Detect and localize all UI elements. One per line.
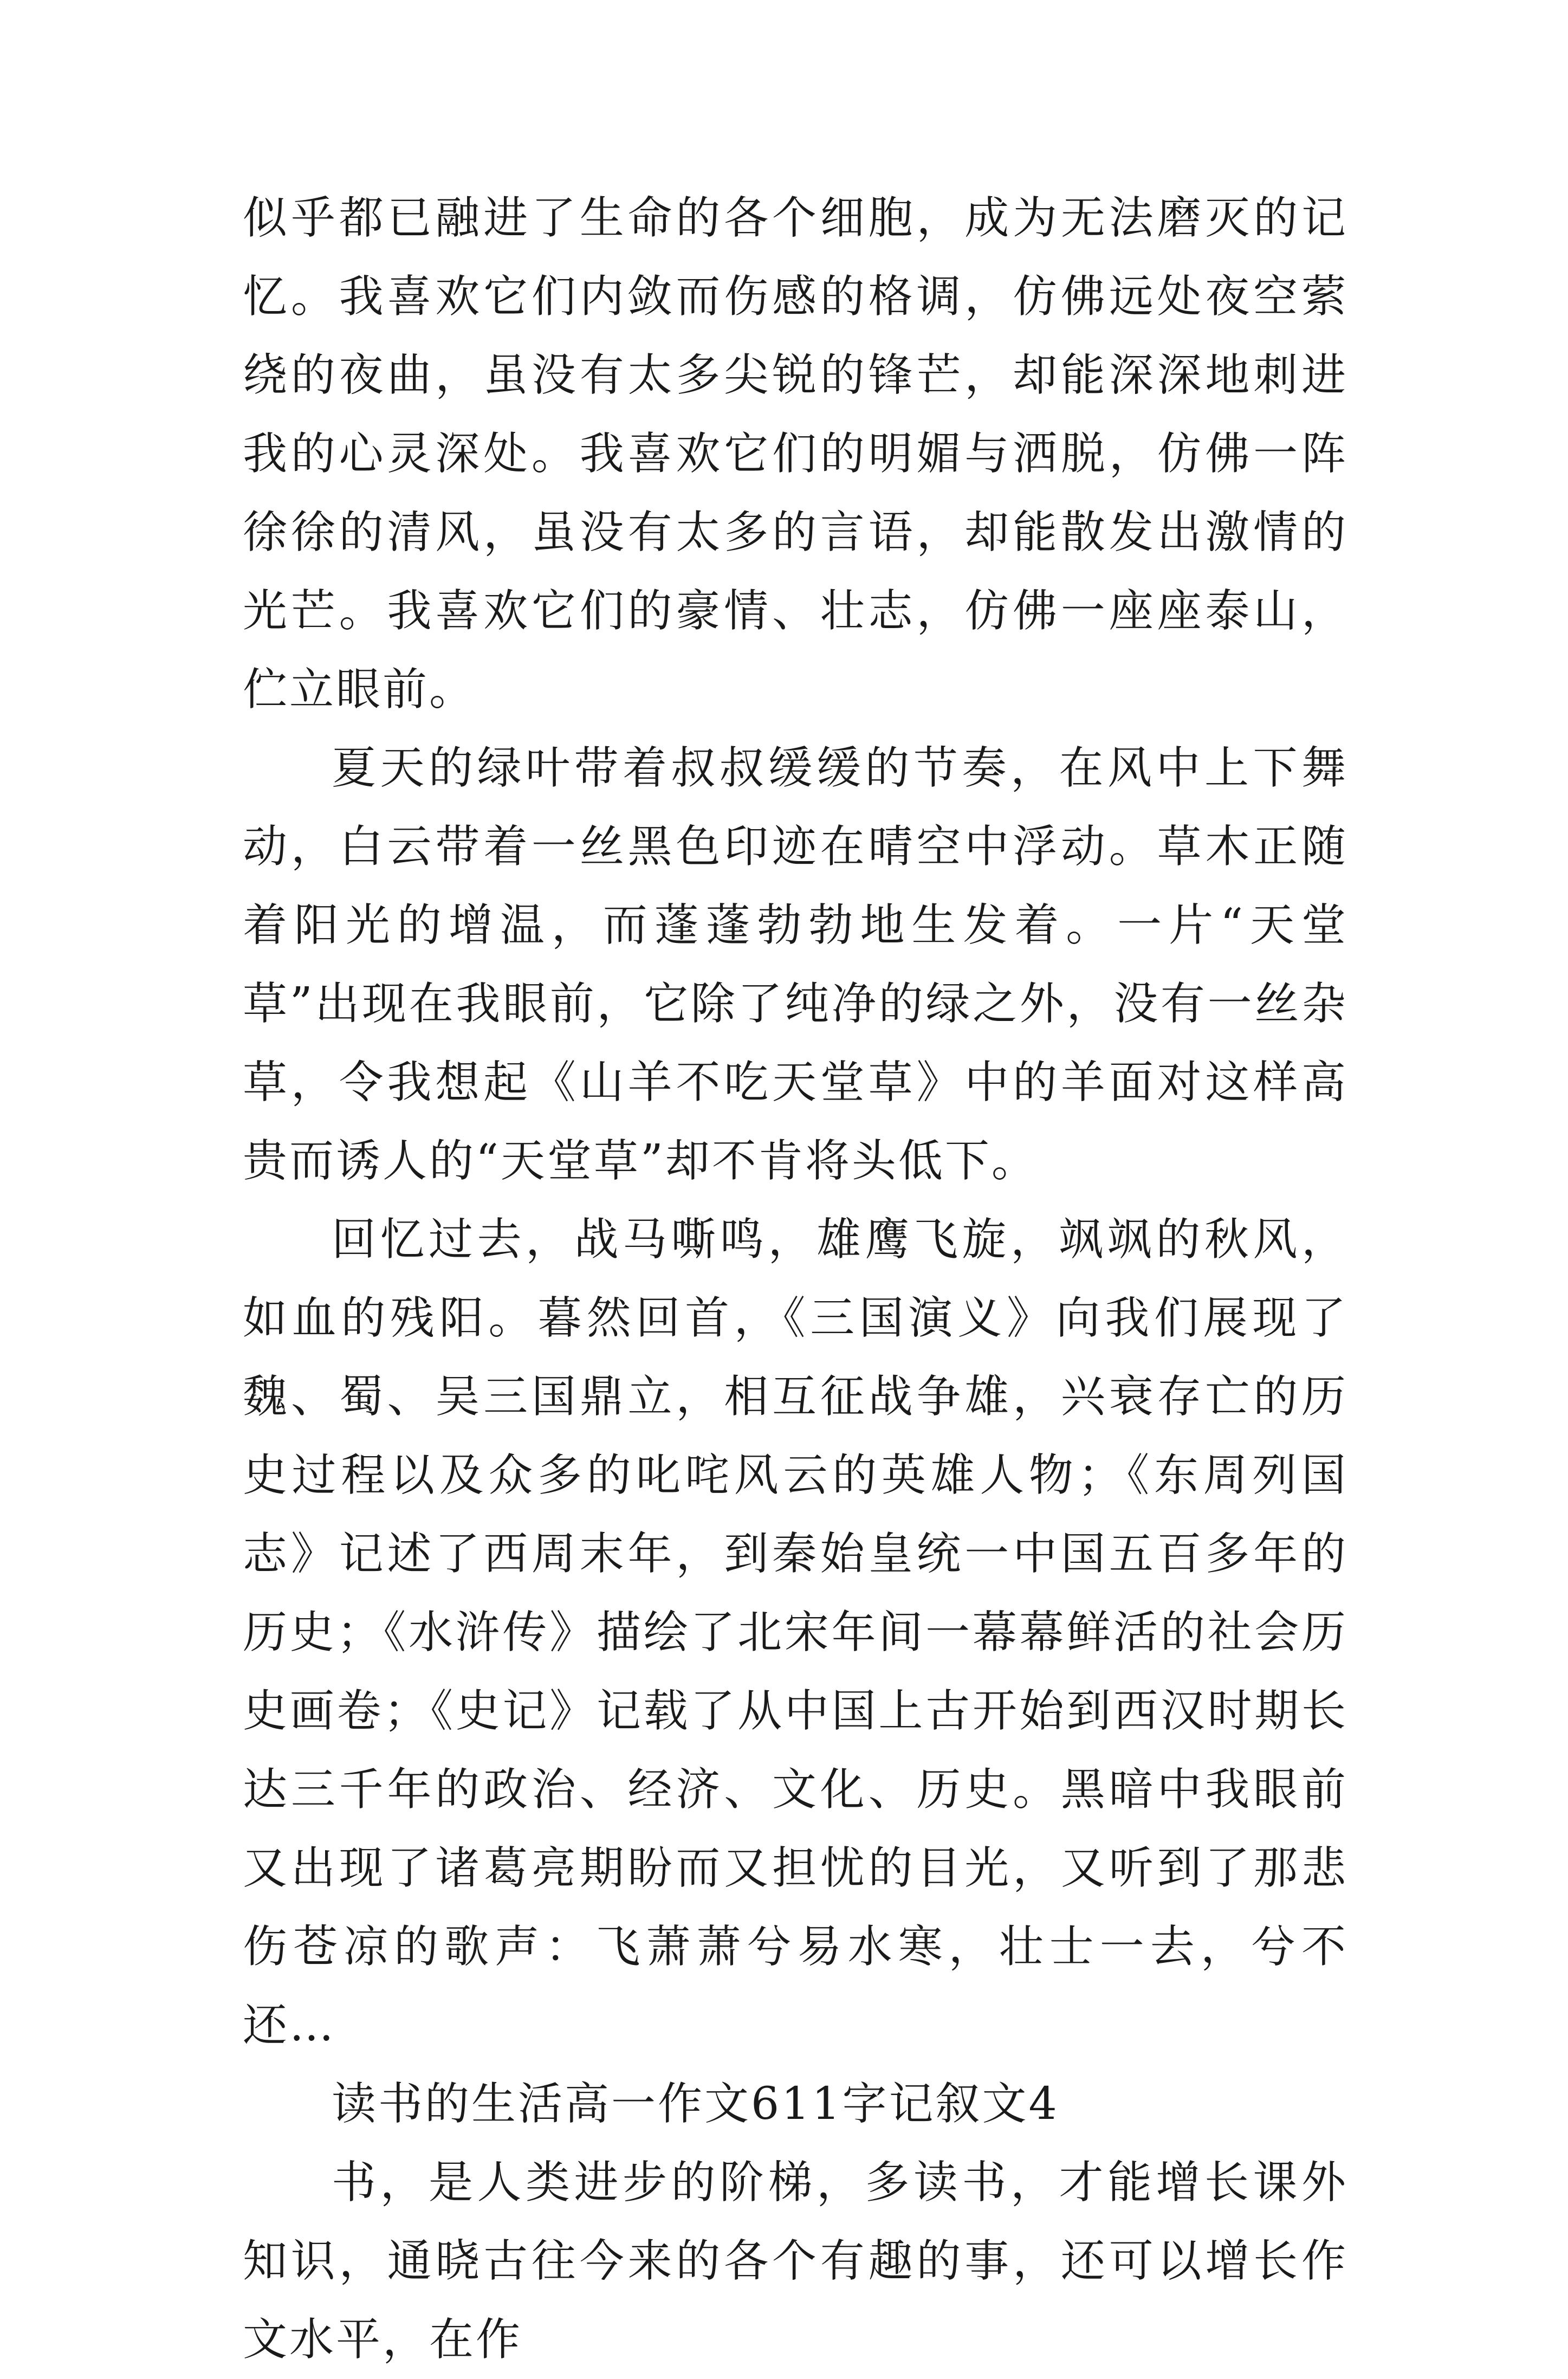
section-heading: 读书的生活高一作文611字记叙文4 <box>332 2078 1059 2130</box>
paragraph-2: 夏天的绿叶带着叔叔缓缓的节奏，在风中上下舞动，白云带着一丝黑色印迹在晴空中浮动。草木正随着阳光的增温，而蓬蓬勃勃地生发着。一片“天堂草”出现在我眼前，它除了纯净的绿之外，没有一丝杂草，令我想起《山羊不吃天堂草》中的羊面对这样高贵而诱人的“天堂草”却不肯将头低下。 <box>243 742 1348 1187</box>
paragraph-4: 书，是人类进步的阶梯，多读书，才能增长课外知识，通晓古往今来的各个有趣的事，还可以增长作文水平，在作 <box>243 2157 1348 2365</box>
paragraph-3: 回忆过去，战马嘶鸣，雄鹰飞旋，飒飒的秋风，如血的残阳。暮然回首，《三国演义》向我们展现了魏、蜀、吴三国鼎立，相互征战争雄，兴衰存亡的历史过程以及众多的叱咤风云的英雄人物；《东周列国志》记述了西周末年，到秦始皇统一中国五百多年的历史；《水浒传》描绘了北宋年间一幕幕鲜活的社会历史画卷；《史记》记载了从中国上古开始到西汉时期长达三千年的政治、经济、文化、历史。黑暗中我眼前又出现了诸葛亮期盼而又担忧的目光，又听到了那悲伤苍凉的歌声：飞萧萧兮易水寒，壮士一去，兮不还… <box>243 1214 1348 2051</box>
paragraph-1: 似乎都已融进了生命的各个细胞，成为无法磨灭的记忆。我喜欢它们内敛而伤感的格调，仿佛远处夜空萦绕的夜曲，虽没有太多尖锐的锋芒，却能深深地刺进我的心灵深处。我喜欢它们的明媚与洒脱，仿佛一阵徐徐的清风，虽没有太多的言语，却能散发出激情的光芒。我喜欢它们的豪情、壮志，仿佛一座座泰山，伫立眼前。 <box>243 192 1348 715</box>
document-body <box>243 179 1348 2379</box>
